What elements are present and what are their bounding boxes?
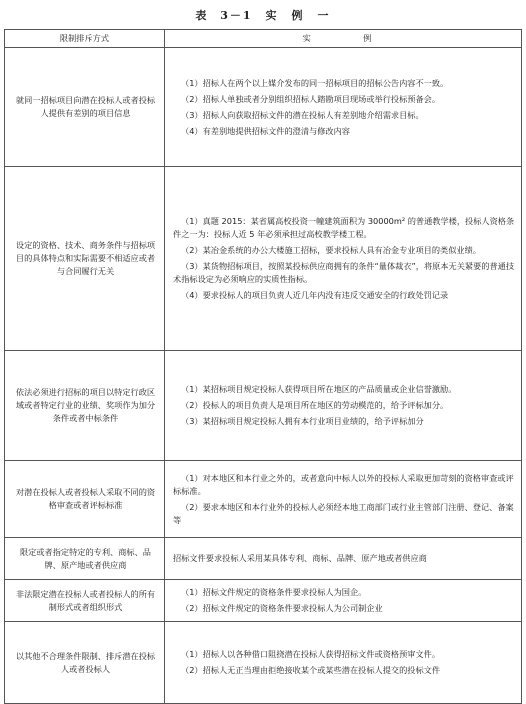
example-item: （3）某招标项目规定投标人拥有本行业项目业绩的，给予评标加分: [181, 416, 424, 426]
example-item: （1）对本地区和本行业之外的，或者意向中标人以外的投标人采取更加苛刻的资格审查或评标标准。: [173, 472, 514, 496]
table-row: [5, 48, 522, 167]
examples-cell: [165, 167, 522, 351]
restriction-method-cell: 限定或者指定特定的专利、商标、品牌、原产地或者供应商: [5, 538, 165, 580]
example-item: （2）招标人单独或者分别组织招标人踏勘项目现场或举行投标预备会。: [181, 93, 441, 104]
example-item: （4）要求投标人的项目负责人近几年内没有违反交通安全的行政处罚记录: [181, 290, 449, 300]
table-row: [5, 538, 522, 580]
restriction-method-cell: 以其他不合理条件限制、排斥潜在投标人或者投标人: [5, 622, 165, 704]
table-row: [5, 167, 522, 351]
restriction-method-cell: 依法必须进行招标的项目以特定行政区域或者特定行业的业绩、奖项作为加分条件或者中标条件: [5, 351, 165, 461]
examples-cell: [165, 580, 522, 622]
example-item: （1）招标文件规定的资格条件要求投标人为国企。: [181, 587, 367, 597]
examples-cell: [165, 622, 522, 704]
table-header-row: [5, 30, 522, 48]
example-item: （3）某货物招标项目，按照某投标供应商拥有的条件“量体裁衣”，将原本无关紧要的普通技术指标设定为必须响应的实质性指标。: [173, 261, 515, 284]
example-item: （2）招标人无正当理由拒绝接收某个或某些潜在投标人提交的投标文件: [181, 665, 441, 675]
header-examples: [165, 30, 522, 48]
example-item: 招标文件要求投标人采用某具体专利、商标、品牌、原产地或者供应商: [173, 553, 427, 563]
table-row: [5, 580, 522, 622]
header-restriction-method: 限制排斥方式: [5, 30, 165, 48]
restriction-method-cell: 非法限定潜在投标人或者投标人的所有制形式或者组织形式: [5, 580, 165, 622]
table-caption: 表 3－1 实 例 一: [195, 9, 331, 22]
example-item: （1）真题 2015：某省属高校投资一幢建筑面积为 30000m² 的普通教学楼，投标人资格条件之一为：投标人近 5 年必须承担过高校教学楼工程。: [173, 216, 515, 239]
examples-cell: [165, 351, 522, 461]
example-item: （2）某冶金系统的办公大楼施工招标，要求投标人具有冶金专业项目的类似业绩。: [181, 245, 481, 255]
example-item: （2）投标人的项目负责人是项目所在地区的劳动模范的，给予评标加分。: [181, 400, 449, 410]
restriction-method-cell: 就同一招标项目向潜在投标人或者投标人提供有差别的项目信息: [5, 48, 165, 167]
table-row: [5, 622, 522, 704]
examples-table: [4, 29, 522, 704]
restriction-method-cell: 对潜在投标人或者投标人采取不同的资格审查或者评标标准: [5, 461, 165, 538]
example-item: （4）有差别地提供招标文件的澄清与修改内容: [181, 125, 350, 136]
example-item: （3）招标人向获取招标文件的潜在投标人有差别地介绍需求目标。: [181, 109, 424, 120]
example-item: （1）招标人以各种借口阻挠潜在投标人获得招标文件或资格预审文件。: [181, 649, 441, 659]
restriction-method-cell: 设定的资格、技术、商务条件与招标项目的具体特点和实际需要不相适应或者与合同履行无关: [5, 167, 165, 351]
example-item: （1）招标人在两个以上媒介发布的同一招标项目的招标公告内容不一致。: [181, 77, 449, 88]
example-item: （1）某招标项目规定投标人获得项目所在地区的产品质量或企业信誉激励。: [181, 384, 457, 394]
header-examples-label: 实 例: [302, 33, 384, 43]
examples-cell: [165, 461, 522, 538]
example-item: （2）招标文件规定的资格条件要求投标人为公司制企业: [181, 603, 383, 613]
table-row: [5, 351, 522, 461]
examples-cell: [165, 48, 522, 167]
example-item: （2）要求本地区和本行业外的投标人必须经本地工商部门或行业主管部门注册、登记、备案等: [173, 501, 514, 525]
table-row: [5, 461, 522, 538]
examples-cell: [165, 538, 522, 580]
table-body: [5, 48, 522, 704]
